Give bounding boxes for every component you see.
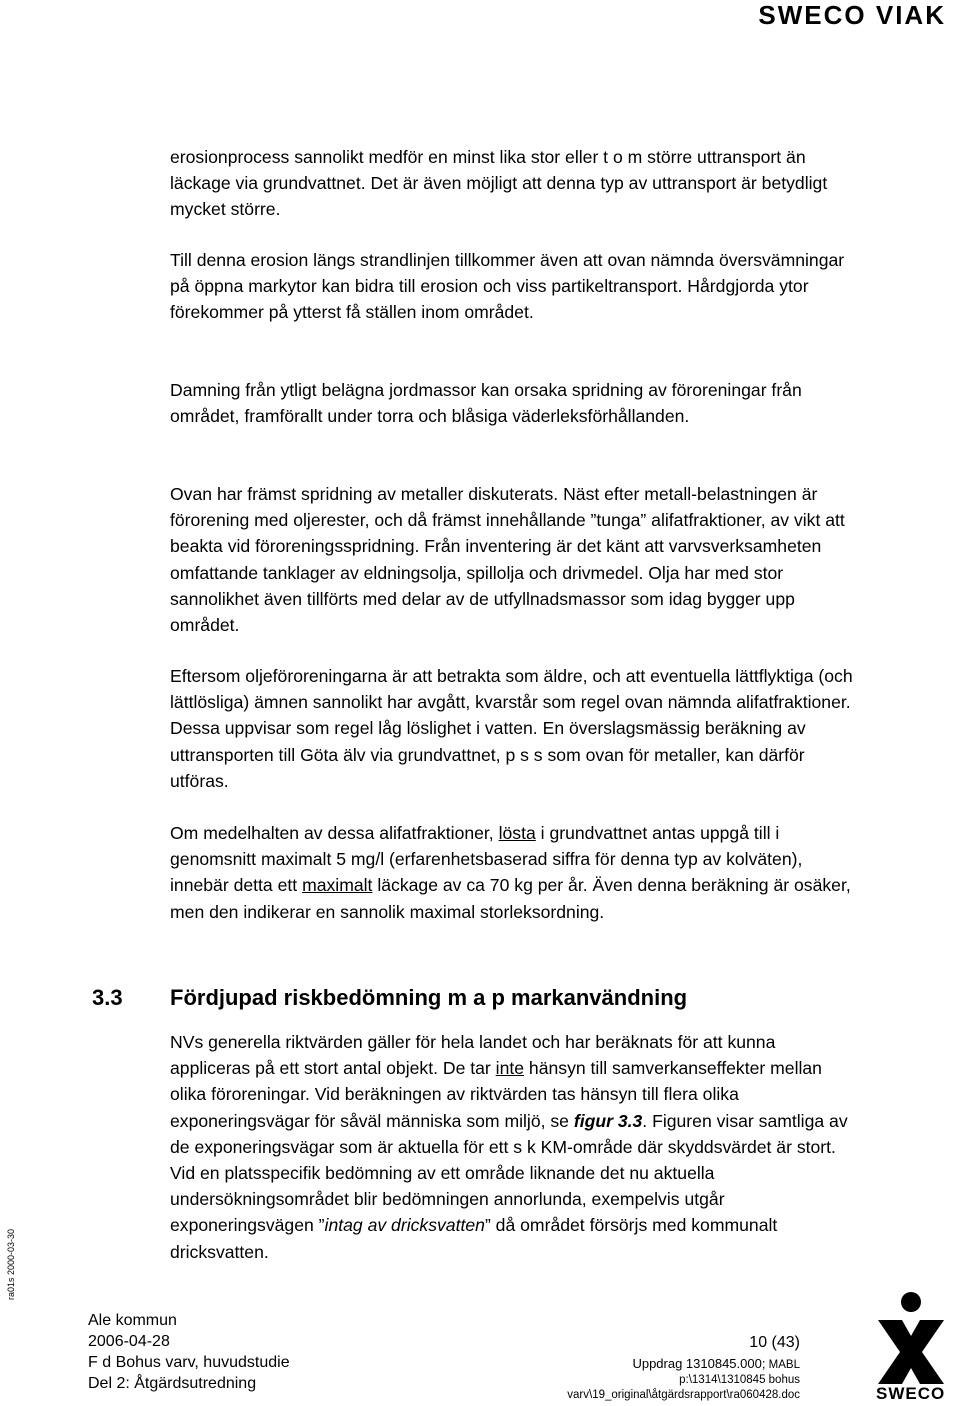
paragraph-6-part-b: i grundvattnet antas uppgå till i genomsnitt maximalt 5 mg/l (erfarenhetsbaserad siffra för denna typ av kolväten), innebär detta ett: [170, 823, 803, 896]
italic-exposure-path: intag av dricksvatten: [324, 1215, 485, 1236]
footer-project-name: F d Bohus varv, huvudstudie: [88, 1354, 290, 1371]
paragraph-4: Ovan har främst spridning av metaller diskuterats. Näst efter metall-belastningen är förorening med oljerester, och då främst innehållande ”tunga” alifatfraktioner, av vikt att beakta vid föroreningsspridning. Från inventering är det känt att varvsverksamheten omfattande tanklager av eldningsolja, spillolja och drivmedel. Olja har med stor sannolikhet även tillförts med delar av de utfyllnadsmassor som idag bygger upp området.: [170, 484, 845, 636]
footer-date: 2006-04-28: [88, 1333, 170, 1350]
paragraph-6: [170, 820, 860, 925]
section-paragraph: [170, 1029, 860, 1265]
paragraph-6-part-a: Om medelhalten av dessa alifatfraktioner,: [170, 823, 499, 843]
footer-path-2: varv\19_original\åtgärdsrapport\ra060428.doc: [567, 1389, 800, 1401]
section-paragraph-part-a: NVs generella riktvärden gäller för hela landet och har beräknats för att kunna appliceras på ett stort antal objekt. De tar: [170, 1032, 776, 1079]
section-paragraph-part-b: hänsyn till samverkanseffekter mellan olika föroreningar. Vid beräkningen av riktvärden tas hänsyn till flera olika exponeringsvägar för såväl människa som miljö, se: [170, 1058, 822, 1131]
section-number: 3.3: [92, 985, 123, 1010]
footer-assignment: Uppdrag 1310845.000;: [632, 1356, 766, 1371]
sweco-logo-text: SWECO: [876, 1384, 946, 1403]
paragraph-1: erosionprocess sannolikt medför en minst lika stor eller t o m större uttransport än läckage via grundvattnet. Det är även möjligt att denna typ av uttransport är betydligt mycket större.: [170, 147, 828, 220]
section-heading: [92, 985, 687, 1011]
section-paragraph-part-d: ” då området försörjs med kommunalt dricksvatten.: [170, 1215, 778, 1262]
footer-path-1: p:\1314\1310845 bohus: [679, 1374, 800, 1386]
footer-left: [88, 1310, 290, 1394]
paragraph-5: Eftersom oljeföroreningarna är att betrakta som äldre, och att eventuella lättflyktiga (och lättlösliga) ämnen sannolikt har avgått, kvarstår som regel ovan nämnda alifatfraktioner. Dessa uppvisar som regel låg löslighet i vatten. En överslagsmässig beräkning av uttransporten till Göta älv via grundvattnet, p s s som ovan för metaller, kan därför utföras.: [170, 666, 853, 791]
underlined-maximalt: maximalt: [302, 875, 373, 896]
side-stamp: ra01s 2000-03-30: [6, 1228, 16, 1300]
footer-client: Ale kommun: [88, 1312, 177, 1329]
underlined-losta: lösta: [498, 823, 536, 843]
footer-right: [567, 1356, 800, 1403]
underlined-inte: inte: [495, 1058, 525, 1079]
paragraph-3: Damning från ytligt belägna jordmassor kan orsaka spridning av föroreningar från området, framförallt under torra och blåsiga väderleksförhållanden.: [170, 380, 802, 427]
brand-header: SWECO VIAK: [758, 0, 946, 30]
footer-initials: MABL: [768, 1359, 800, 1371]
paragraph-2: Till denna erosion längs strandlinjen tillkommer även att ovan nämnda översvämningar på öppna markytor kan bidra till erosion och viss partikeltransport. Hårdgjorda ytor förekommer på ytterst få ställen inom området.: [170, 250, 845, 323]
section-title: Fördjupad riskbedömning m a p markanvändning: [170, 985, 688, 1010]
paragraph-6-part-c: läckage av ca 70 kg per år. Även denna beräkning är osäker, men den indikerar en sannolik maximal storleksordning.: [170, 875, 851, 922]
figure-reference: figur 3.3: [573, 1110, 643, 1131]
footer-part: Del 2: Åtgärdsutredning: [88, 1375, 257, 1392]
section-paragraph-part-c: . Figuren visar samtliga av de exponeringsvägar som är aktuella för ett s k KM-område där skyddsvärdet är stort. Vid en platsspecifik bedömning av ett område liknande det nu aktuella undersökningsområdet blir bedömningen annorlunda, exempelvis utgår exponeringsvägen ”: [170, 1110, 848, 1236]
page-number: 10 (43): [749, 1334, 800, 1351]
